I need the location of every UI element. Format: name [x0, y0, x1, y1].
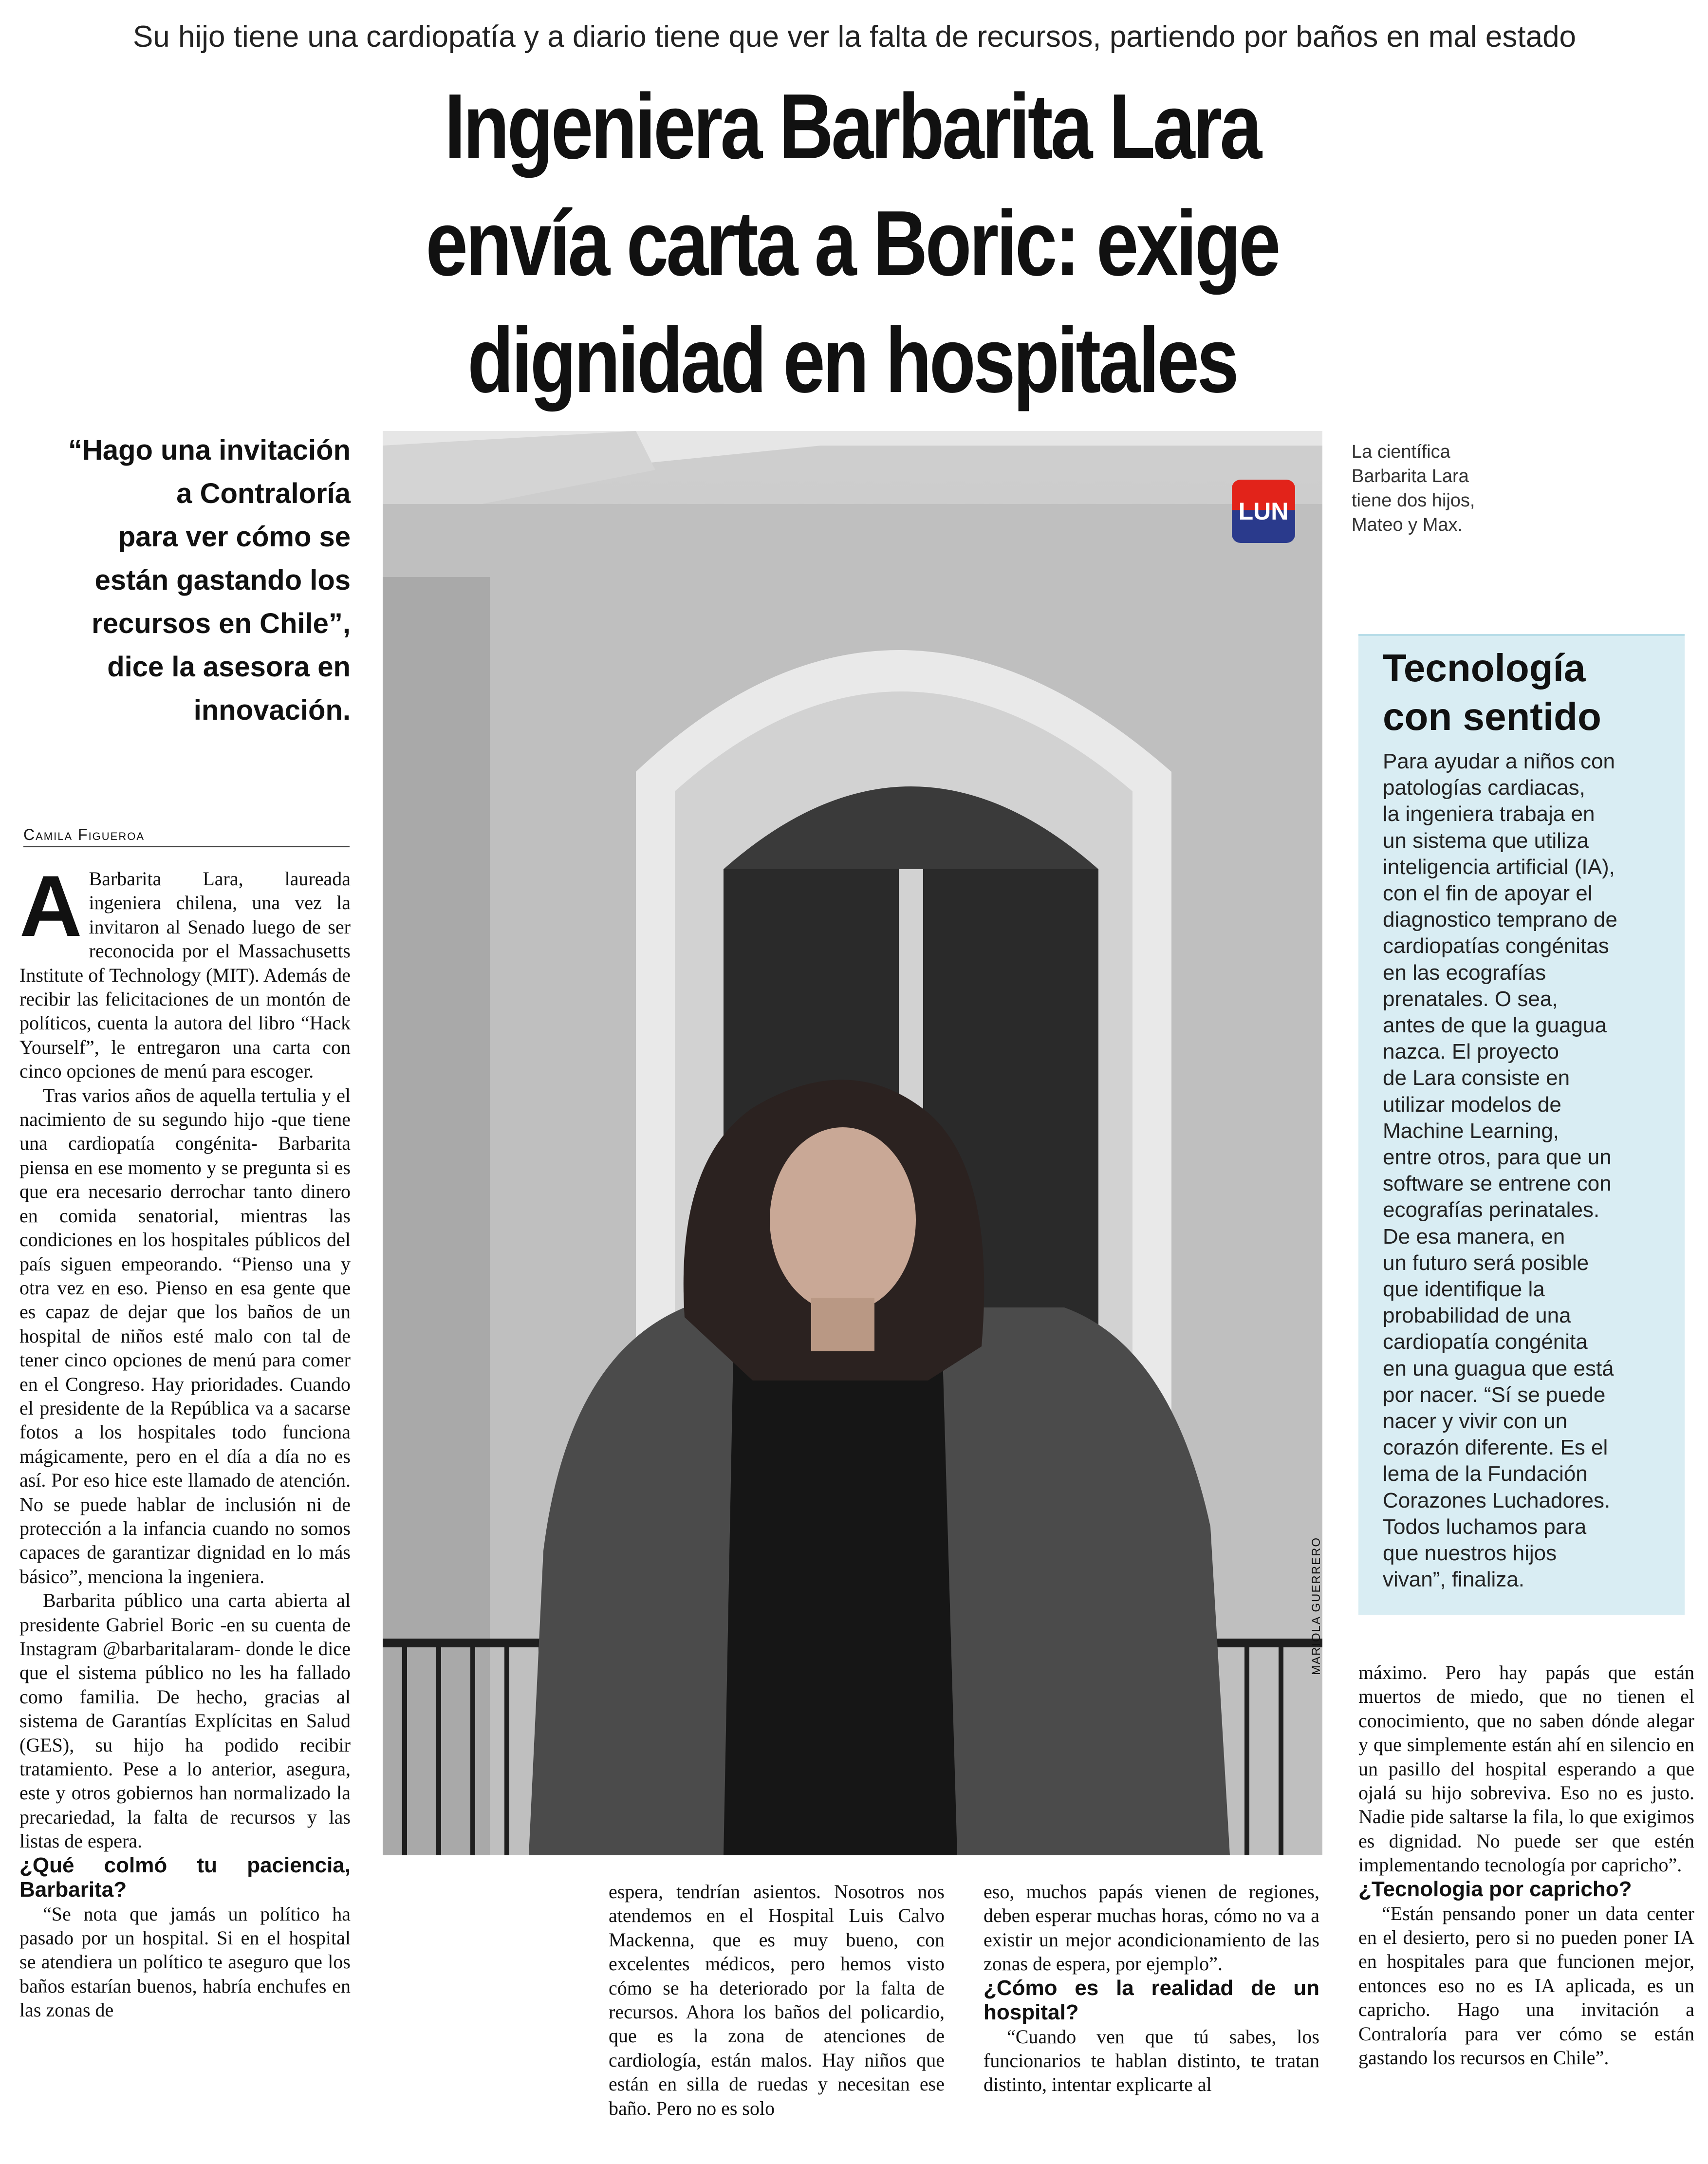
- sidebar-line: ecografías perinatales.: [1383, 1198, 1600, 1222]
- headline: [233, 68, 1471, 419]
- caption-line: Barbarita Lara: [1352, 466, 1469, 486]
- sidebar-line: en una guagua que está: [1383, 1356, 1614, 1380]
- sidebar-title-line: con sentido: [1383, 695, 1601, 738]
- article-paragraph: [19, 867, 351, 1083]
- sidebar-line: patologías cardiacas,: [1383, 776, 1585, 800]
- portrait-photo: [383, 431, 1322, 1855]
- sidebar-line: nazca. El proyecto: [1383, 1040, 1559, 1064]
- sidebar-title-line: Tecnología: [1383, 646, 1586, 690]
- pull-quote-line: innovación.: [193, 694, 351, 726]
- interview-question: ¿Qué colmó tu paciencia, Barbarita?: [19, 1853, 351, 1902]
- sidebar-line: entre otros, para que un: [1383, 1145, 1612, 1170]
- sidebar-line: lema de la Fundación: [1383, 1462, 1588, 1486]
- headline-line: dignidad en hospitales: [467, 309, 1237, 412]
- sidebar-line: con el fin de apoyar el: [1383, 881, 1593, 906]
- sidebar-line: por nacer. “Sí se puede: [1383, 1382, 1606, 1407]
- sidebar-line: vivan”, finaliza.: [1383, 1567, 1525, 1592]
- article-paragraph: “Están pensando poner un data center en el desierto, pero si no pueden poner IA en hospitales para que funcionen mejor, entonces eso no es IA aplicada, es un capricho. Hago una invitación a Contraloría para ver cómo se están gastando los recursos en Chile”.: [1358, 1902, 1694, 2069]
- article-column-4: [1358, 1660, 1694, 2157]
- article-column-2: [609, 1880, 945, 2157]
- interview-question: ¿Cómo es la realidad de un hospital?: [984, 1976, 1319, 2024]
- sidebar-line: Machine Learning,: [1383, 1119, 1559, 1143]
- caption-line: La científica: [1352, 442, 1450, 462]
- sidebar-line: Todos luchamos para: [1383, 1514, 1587, 1539]
- sidebar-line: cardiopatía congénita: [1383, 1330, 1588, 1354]
- article-paragraph: eso, muchos papás vienen de regiones, deben esperar muchas horas, cómo no va a existir un mejor acondicionamiento de las zonas de espera, por ejemplo”.: [984, 1881, 1319, 1975]
- byline: Camila Figueroa: [23, 826, 350, 847]
- sidebar-body: [1383, 748, 1675, 1593]
- interview-question: ¿Tecnologia por capricho?: [1358, 1877, 1632, 1901]
- article-paragraph: Tras varios años de aquella tertulia y el nacimiento de su segundo hijo -que tiene una cardiopatía congénita- Barbarita piensa en ese momento y se pregunta si es que era necesario derrochar tanto dinero en comida senatorial, mientras las condiciones en los hospitales públicos del país siguen empeorando. “Pienso una y otra vez en eso. Pienso en esa gente que es capaz de dejar que los baños de un hospital de niños esté malo con tal de tener cinco opciones de menú para comer en el Congreso. Hay prioridades. Cuando el presidente de la República va a sacarse fotos a los hospitales todo funciona mágicamente, pero en el día a día no es así. Por eso hice este llamado de atención. No se puede hablar de inclusión ni de protección a la infancia cuando no somos capaces de garantizar dignidad en lo más básico”, menciona la ingeniera.: [19, 1084, 351, 1587]
- drop-cap: A: [19, 867, 82, 954]
- sidebar-line: cardiopatías congénitas: [1383, 934, 1609, 958]
- lun-logo: LUN: [1232, 480, 1295, 543]
- sidebar-line: utilizar modelos de: [1383, 1092, 1561, 1117]
- sidebar-line: que identifique la: [1383, 1277, 1545, 1302]
- sidebar-line: De esa manera, en: [1383, 1224, 1565, 1249]
- pull-quote-line: recursos en Chile”,: [92, 608, 351, 639]
- sidebar-title: [1383, 644, 1675, 741]
- sidebar-line: un futuro será posible: [1383, 1250, 1589, 1275]
- sidebar-line: Corazones Luchadores.: [1383, 1488, 1611, 1512]
- headline-line: envía carta a Boric: exige: [426, 192, 1279, 295]
- article-paragraph: “Se nota que jamás un político ha pasado por un hospital. Si en el hospital se atendiera un político te aseguro que los baños estarían buenos, habría enchufes en las zonas de: [19, 1903, 351, 2021]
- kicker: Su hijo tiene una cardiopatía y a diario tiene que ver la falta de recursos, partiendo por baños en mal estado: [132, 20, 1577, 54]
- photo-illustration: [383, 431, 1322, 1855]
- headline-line: Ingeniera Barbarita Lara: [444, 75, 1260, 178]
- sidebar-line: un sistema que utiliza: [1383, 828, 1589, 853]
- sidebar-line: probabilidad de una: [1383, 1304, 1571, 1328]
- caption-line: Mateo y Max.: [1352, 515, 1463, 535]
- pull-quote-line: dice la asesora en: [107, 651, 351, 683]
- sidebar-line: en las ecografías: [1383, 960, 1546, 985]
- article-paragraph: espera, tendrían asientos. Nosotros nos atendemos en el Hospital Luis Calvo Mackenna, que es muy bueno, con excelentes médicos, pero hemos visto cómo se ha deteriorado por la falta de recursos. Ahora los baños del policardio, que es la zona de atenciones de cardiología, están malos. Hay niños que están en silla de ruedas y necesitan ese baño. Pero no es solo: [609, 1881, 945, 2119]
- pull-quote-line: están gastando los: [94, 564, 351, 596]
- pull-quote-line: “Hago una invitación: [68, 434, 351, 466]
- sidebar-line: inteligencia artificial (IA),: [1383, 855, 1615, 879]
- pull-quote-line: a Contraloría: [176, 478, 351, 509]
- caption-line: tiene dos hijos,: [1352, 490, 1475, 511]
- pull-quote: [19, 429, 351, 732]
- sidebar-line: diagnostico temprano de: [1383, 908, 1617, 932]
- photo-credit: MARIOLA GUERRERO: [1310, 1536, 1323, 1675]
- sidebar-line: de Lara consiste en: [1383, 1066, 1570, 1090]
- sidebar-line: la ingeniera trabaja en: [1383, 802, 1595, 826]
- article-column-1: [19, 867, 351, 2157]
- article-paragraph: “Cuando ven que tú sabes, los funcionarios te hablan distinto, te tratan distinto, intentar explicarte al: [984, 2025, 1319, 2096]
- sidebar-line: que nuestros hijos: [1383, 1541, 1557, 1566]
- sidebar-line: software se entrene con: [1383, 1172, 1612, 1196]
- paragraph-text: Barbarita Lara, laureada ingeniera chilena, una vez la invitaron al Senado luego de ser reconocida por el Massachusetts Institute of Technology (MIT). Además de recibir las felicitaciones de un montón de políticos, cuenta la autora del libro “Hack Yourself”, le entregaron una carta con cinco opciones de menú para escoger.: [19, 868, 351, 1082]
- sidebar-line: nacer y vivir con un: [1383, 1409, 1568, 1434]
- sidebar-line: Para ayudar a niños con: [1383, 749, 1615, 773]
- article-paragraph: Barbarita público una carta abierta al presidente Gabriel Boric -en su cuenta de Instagram @barbaritalaram- donde le dice que el sistema público no les ha fallado como familia. De hecho, gracias al sistema de Garantías Explícitas en Salud (GES), su hijo ha podido recibir tratamiento. Pese a lo anterior, asegura, este y otros gobiernos han normalizado la precariedad, la falta de recursos y las listas de espera.: [19, 1589, 351, 1852]
- pull-quote-line: para ver cómo se: [118, 521, 351, 553]
- article-paragraph: máximo. Pero hay papás que están muertos de miedo, que no tienen el conocimiento, que no saben dónde alegar y que simplemente están ahí en silencio en un pasillo del hospital esperando a que ojalá su hijo sobreviva. Eso no es justo. Nadie pide saltarse la fila, lo que exigimos es dignidad. No puede ser que estén implementando tecnología por capricho”.: [1358, 1661, 1694, 1876]
- sidebar-line: corazón diferente. Es el: [1383, 1436, 1608, 1460]
- article-column-3: [984, 1880, 1319, 2157]
- sidebar-line: prenatales. O sea,: [1383, 987, 1558, 1011]
- sidebar-line: antes de que la guagua: [1383, 1013, 1607, 1038]
- photo-caption: [1352, 440, 1507, 537]
